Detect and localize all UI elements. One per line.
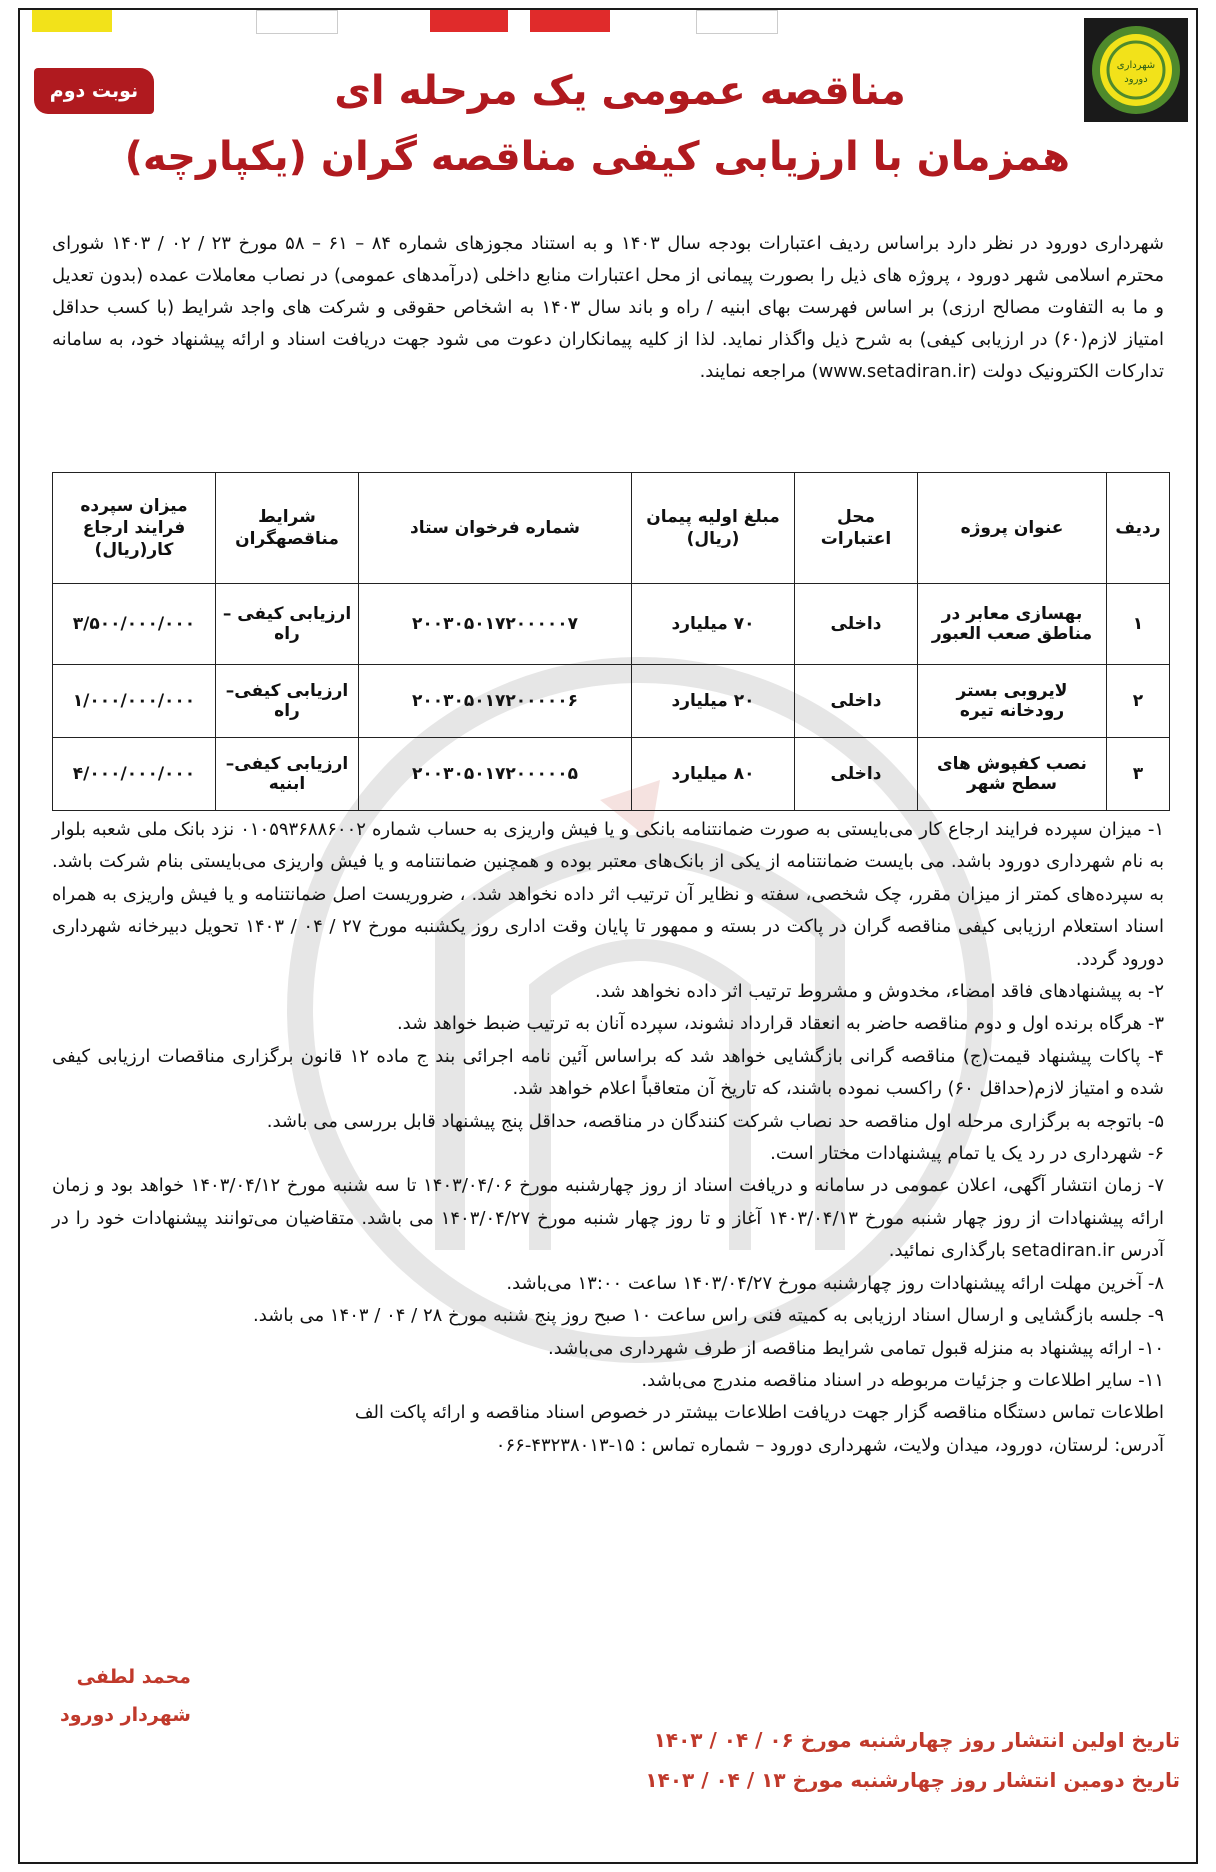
cell-tender-number: ۲۰۰۳۰۵۰۱۷۲۰۰۰۰۰۶ — [359, 665, 632, 738]
intro-paragraph: شهرداری دورود در نظر دارد براساس ردیف اعتبارات بودجه سال ۱۴۰۳ و به استناد مجوزهای شماره ۸۴ – ۶۱ – ۵۸ مورخ ۲۳ / ۰۲ / ۱۴۰۳ شورای محترم اسلامی شهر دورود ، پروژه های ذیل را بصورت پیمانی از محل اعتبارات منابع داخلی (درآمدهای عمومی) در نصاب معاملات عمده (بدون تعدیل و ما به التفاوت مصالح ارزی) بر اساس فهرست بهای ابنیه / راه و باند سال ۱۴۰۳ به اشخاص حقوقی و شرکت های واجد شرایط (با کسب حداقل امتیاز لازم(۶۰) در ارزیابی کیفی) به شرح ذیل واگذار نماید. لذا از کلیه پیمانکاران دعوت می شود جهت دریافت اسناد و ارائه پیشنهاد خود، به سامانه تدارکات الکترونیک دولت (www.setadiran.ir) مراجعه نمایند. — [52, 233, 1165, 382]
term-item-8: ۸- آخرین مهلت ارائه پیشنهادات روز چهارشنبه مورخ ۱۴۰۳/۰۴/۲۷ ساعت ۱۳:۰۰ می‌باشد. — [506, 1272, 1164, 1294]
header-project-title: عنوان پروژه — [918, 473, 1107, 584]
cell-initial-amount: ۷۰ میلیارد — [632, 584, 795, 665]
cell-tender-number: ۲۰۰۳۰۵۰۱۷۲۰۰۰۰۰۵ — [359, 738, 632, 811]
header-tender-number: شماره فرخوان ستاد — [359, 473, 632, 584]
header-row-number: ردیف — [1107, 473, 1170, 584]
table-row — [53, 584, 1170, 665]
page-title-line2: همزمان با ارزیابی کیفی مناقصه گران (یکپارچه) — [124, 134, 1070, 180]
logo-text-line2: دورود — [1124, 74, 1148, 85]
logo-text-line1: شهرداری — [1116, 60, 1156, 71]
cell-project-title: نصب کفپوش های سطح شهر — [918, 738, 1107, 811]
term-item-2: ۲- به پیشنهادهای فاقد امضاء، مخدوش و مشروط ترتیب اثر داده نخواهد شد. — [594, 981, 1164, 1003]
color-bar-white-left — [256, 10, 338, 34]
term-item-5: ۵- باتوجه به برگزاری مرحله اول مناقصه حد نصاب شرکت کنندگان در مناقصه، حداقل پنج پیشنهاد قابل بررسی می باشد. — [266, 1110, 1164, 1132]
address-line: آدرس: لرستان، دورود، میدان ولایت، شهرداری دورود – شماره تماس : ۱۵-۴۳۲۳۸۰۱۳-۰۶۶ — [495, 1434, 1164, 1456]
color-bar-white-right — [696, 10, 778, 34]
table-row — [53, 665, 1170, 738]
cell-deposit-amount: ۳/۵۰۰/۰۰۰/۰۰۰ — [53, 584, 216, 665]
cell-tender-number: ۲۰۰۳۰۵۰۱۷۲۰۰۰۰۰۷ — [359, 584, 632, 665]
cell-bidder-conditions: ارزیابی کیفی– ابنیه — [216, 738, 359, 811]
page-title-line1: مناقصه عمومی یک مرحله ای — [334, 68, 906, 114]
table-row — [53, 738, 1170, 811]
cell-row-number: ۲ — [1107, 665, 1170, 738]
cell-funding-source: داخلی — [795, 584, 918, 665]
header-funding-source: محل اعتبارات — [795, 473, 918, 584]
advertisement-frame — [18, 8, 1198, 1864]
color-bar-red-left — [430, 10, 508, 32]
header-deposit-amount: میزان سپرده فرایند ارجاع کار(ریال) — [53, 473, 216, 584]
cell-project-title: لایروبی بستر رودخانه تیره — [918, 665, 1107, 738]
color-bar-yellow — [32, 10, 112, 32]
term-item-1: ۱- میزان سپرده فرایند ارجاع کار می‌بایستی به صورت ضمانتنامه بانکی و یا فیش واریزی به حساب شماره ۰۱۰۵۹۳۶۸۸۶۰۰۲ نزد بانک ملی شعبه بلوار به نام شهرداری دورود باشد. می بایست ضمانتنامه از یکی از بانک‌های معتبر بوده و همچنین ضمانتنامه و یا فیش واریزی می‌بایستی بنام شرکت باشد. به سپرده‌های کمتر از میزان مقرر، چک شخصی، سفته و نظایر آن ترتیب اثر داده نخواهد شد. ، ضروریست اصل ضمانتنامه و یا فیش واریزی به همراه اسناد استعلام ارزیابی کیفی مناقصه گران در پاکت در بسته و ممهور تا پایان وقت اداری روز یکشنبه مورخ ۲۷ / ۰۴ / ۱۴۰۳ تحویل دبیرخانه شهرداری دورود گردد. — [52, 819, 1165, 970]
signatory-name: محمد لطفی — [76, 1666, 191, 1688]
cell-bidder-conditions: ارزیابی کیفی– راه — [216, 665, 359, 738]
first-publication-date: تاریخ اولین انتشار روز چهارشنبه مورخ ۰۶ / ۰۴ / ۱۴۰۳ — [653, 1728, 1180, 1752]
term-item-9: ۹- جلسه بازگشایی و ارسال اسناد ارزیابی به کمیته فنی راس ساعت ۱۰ صبح روز پنج شنبه مورخ ۲۸ / ۰۴ / ۱۴۰۳ می باشد. — [253, 1305, 1164, 1327]
cell-deposit-amount: ۱/۰۰۰/۰۰۰/۰۰۰ — [53, 665, 216, 738]
header-bidder-conditions: شرایط مناقصهگران — [216, 473, 359, 584]
term-item-7: ۷- زمان انتشار آگهی، اعلان عمومی در سامانه و دریافت اسناد از روز چهارشنبه مورخ ۱۴۰۳/۰۴/۰۶ تا سه شنبه مورخ ۱۴۰۳/۰۴/۱۲ خواهد بود و زمان ارائه پیشنهادات از روز چهار شنبه مورخ ۱۴۰۳/۰۴/۱۳ آغاز و تا روز چهار شنبه مورخ ۱۴۰۳/۰۴/۲۷ می باشد. متقاضیان می‌توانند پیشنهادات خود را در آدرس setadiran.ir بارگذاری نمائید. — [52, 1175, 1165, 1262]
cell-initial-amount: ۸۰ میلیارد — [632, 738, 795, 811]
table-header-row — [53, 473, 1170, 584]
second-publication-date: تاریخ دومین انتشار روز چهارشنبه مورخ ۱۳ / ۰۴ / ۱۴۰۳ — [645, 1768, 1180, 1792]
cell-row-number: ۳ — [1107, 738, 1170, 811]
terms-list — [52, 814, 1164, 1462]
cell-deposit-amount: ۴/۰۰۰/۰۰۰/۰۰۰ — [53, 738, 216, 811]
cell-funding-source: داخلی — [795, 665, 918, 738]
projects-table — [52, 472, 1170, 811]
term-item-10: ۱۰- ارائه پیشنهاد به منزله قبول تمامی شرایط مناقصه از طرف شهرداری می‌باشد. — [548, 1337, 1164, 1359]
contact-info-line: اطلاعات تماس دستگاه مناقصه گزار جهت دریافت اطلاعات بیشتر در خصوص اسناد مناقصه و ارائه پاکت الف — [354, 1402, 1164, 1424]
cell-initial-amount: ۲۰ میلیارد — [632, 665, 795, 738]
cell-project-title: بهسازی معابر در مناطق صعب العبور — [918, 584, 1107, 665]
municipality-logo-icon — [1084, 18, 1188, 122]
round-badge: نوبت دوم — [34, 68, 154, 114]
cell-funding-source: داخلی — [795, 738, 918, 811]
header-initial-amount: مبلغ اولیه پیمان (ریال) — [632, 473, 795, 584]
term-item-3: ۳- هرگاه برنده اول و دوم مناقصه حاضر به انعقاد قرارداد نشوند، سپرده آنان به ترتیب ضبط خواهد شد. — [396, 1013, 1164, 1035]
cell-bidder-conditions: ارزیابی کیفی –راه — [216, 584, 359, 665]
term-item-11: ۱۱- سایر اطلاعات و جزئیات مربوطه در اسناد مناقصه مندرج می‌باشد. — [641, 1369, 1164, 1391]
signatory-title: شهردار دورود — [60, 1704, 191, 1726]
term-item-4: ۴- پاکات پیشنهاد قیمت(ج) مناقصه گرانی بازگشایی خواهد شد که براساس آئین نامه اجرائی بند ج ماده ۱۲ قانون برگزاری مناقصات ارزیابی کیفی شده و امتیاز لازم(حداقل ۶۰) راکسب نموده باشند، که تاریخ آن متعاقباً اعلام خواهد شد. — [52, 1045, 1164, 1100]
signature-block — [60, 1658, 191, 1734]
term-item-6: ۶- شهرداری در رد یک یا تمام پیشنهادات مختار است. — [770, 1143, 1164, 1165]
cell-row-number: ۱ — [1107, 584, 1170, 665]
color-bar-red-right — [530, 10, 610, 32]
